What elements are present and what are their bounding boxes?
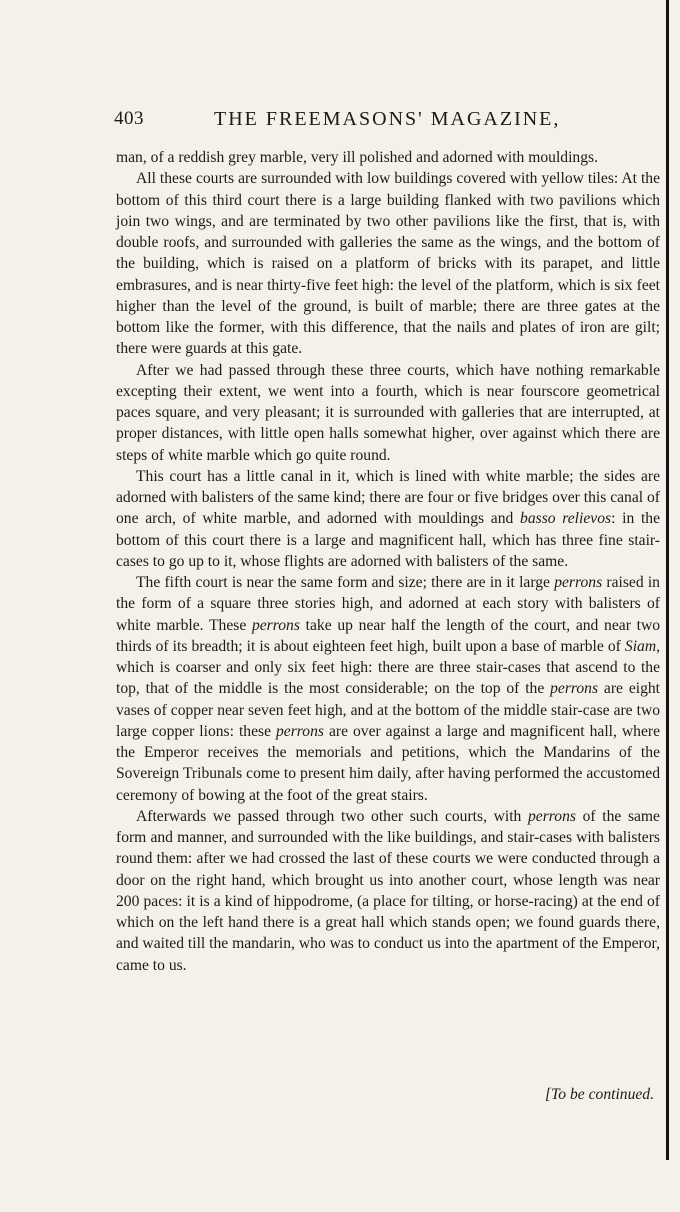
article-body bbox=[116, 147, 660, 976]
page-edge-rule bbox=[666, 0, 669, 1160]
page-number: 403 bbox=[114, 108, 144, 129]
journal-title: THE FREEMASONS' MAGAZINE, bbox=[214, 108, 561, 130]
paragraph-4: This court has a little canal in it, which is lined with white marble; the sides are adorned with balisters of the same kind; there are four or five bridges over this canal of one arch, of white marble, and adorned with mouldings and basso relievos: in the bottom of this court there is a large and magnificent hall, which has three fine stair-cases to go up to it, whose flights are adorned with balisters of the same. bbox=[116, 467, 660, 570]
paragraph-5: The fifth court is near the same form and size; there are in it large perrons raised in the form of a square three stories high, and adorned at each story with balisters of white marble. These perrons take up near half the length of the court, and near two thirds of its breadth; it is about eighteen feet high, built upon a base of marble of Siam, which is coarser and only six feet high: there are three stair-cases that ascend to the top, that of the middle is the most considerable; on the top of the perrons are eight vases of copper near seven feet high, and at the bottom of the middle stair-case are two large copper lions: these perrons are over against a large and magnificent hall, where the Emperor receives the memorials and petitions, which the Mandarins of the Sovereign Tribunals come to present him daily, after having performed the accustomed ceremony of bowing at the foot of the great stairs. bbox=[116, 574, 661, 804]
running-head bbox=[110, 108, 660, 136]
paragraph-1: man, of a reddish grey marble, very ill polished and adorned with mouldings. bbox=[116, 149, 598, 166]
to-be-continued-note: [To be continued. bbox=[544, 1086, 654, 1103]
paragraph-3: After we had passed through these three courts, which have nothing remarkable excepting their extent, we went into a fourth, which is near fourscore geometrical paces square, and very pleasant; it is surrounded with galleries that are interrupted, at proper distances, with little open halls somewhat higher, over against which there are steps of white marble which go quite round. bbox=[116, 361, 660, 464]
paragraph-2: All these courts are surrounded with low buildings covered with yellow tiles: At the bottom of this third court there is a large building flanked with two pavilions which join two wings, and are terminated by two other pavilions like the first, that is, with double roofs, and surrounded with galleries the same as the wings, and the bottom of the building, which is raised on a platform of bricks with its parapet, and little embrasures, and is near thirty-five feet high: the level of the platform, which is six feet higher than the level of the ground, is built of marble; there are three gates at the bottom like the former, with this difference, that the nails and plates of iron are gilt; there were guards at this gate. bbox=[116, 170, 660, 358]
paragraph-6: Afterwards we passed through two other such courts, with perrons of the same form and manner, and surrounded with the like buildings, and stair-cases with balisters round them: after we had crossed the last of these courts we were conducted through a door on the right hand, which brought us into another court, whose length was near 200 paces: it is a kind of hippodrome, (a place for tilting, or horse-racing) at the end of which on the left hand there is a great hall which stands open; we found guards there, and waited till the mandarin, who was to conduct us into the apartment of the Emperor, came to us. bbox=[116, 807, 660, 974]
